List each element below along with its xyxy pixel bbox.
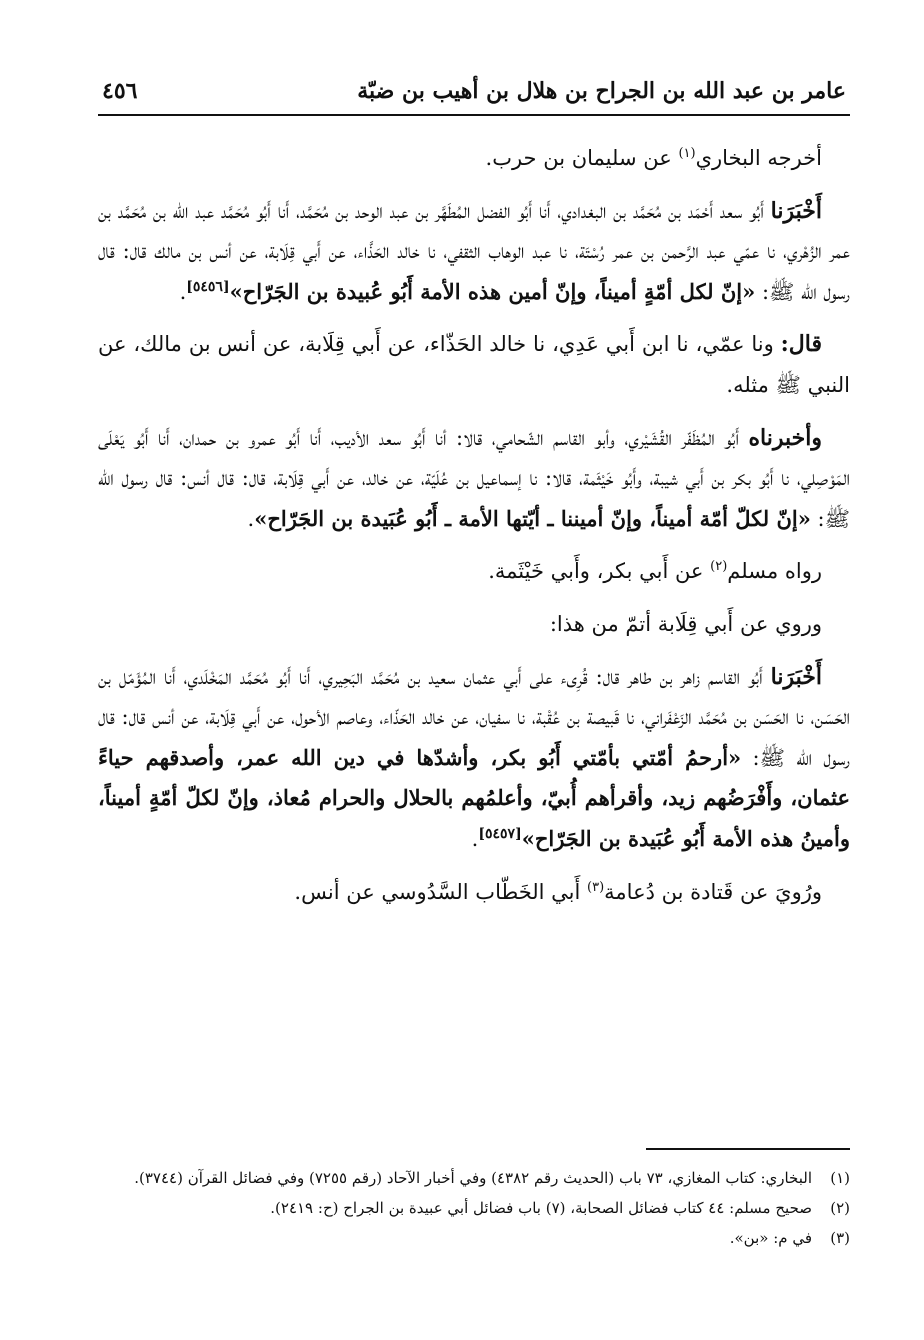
chain-lead-word: أَخْبَرَنا <box>770 663 822 690</box>
footnote-text: في م: «بن». <box>729 1229 812 1247</box>
footnote-number: (١) <box>830 1169 850 1187</box>
paragraph-8: ورُويَ عن قَتادة بن دُعامة$^{(٣)}$ أَبي الخَطّاب السَّدُوسي عن أنس. <box>294 879 822 904</box>
footnote-marker-2[interactable]: (٢) <box>710 559 728 575</box>
hadith-number: [٥٤٥٧] <box>478 825 522 842</box>
footnote-text: صحيح مسلم: ٤٤ كتاب فضائل الصحابة، (٧) باب فضائل أبي عبيدة بن الجراح (ح: ٢٤١٩). <box>270 1199 812 1217</box>
footnote-divider <box>646 1148 850 1150</box>
page-number: ٤٥٦ <box>102 78 138 104</box>
footnote-text: البخاري: كتاب المغازي، ٧٣ باب (الحديث رقم ٤٣٨٢) وفي أخبار الآحاد (رقم ٧٢٥٥) وفي فضائل القرآن (٣٧٤٤). <box>134 1169 812 1187</box>
hadith-text: «إنّ لكلّ أمّة أميناً، وإنّ أميننا ـ أيّتها الأمة ـ أَبُو عُبَيدة بن الجَرّاح» <box>254 505 811 531</box>
paragraph-7: أَخْبَرَنا أَبُو القاسم زاهر بن طاهر قال: قُرِىء على أَبي عثمان سعيد بن مُحَمَّد البَحِيري، أَنا أَبُو مُحَمَّد المَخْلَدي، أَنا المُؤَمّل بن الحَسَن، نا الحَسَن بن مُحَمَّد الزَعْفَراني، نا قَبيصة بن عُقْبة، نا سفيان، عن خالد الحَذّاء، وعاصم الأحول، عن أَبي قِلَابة، عن أنس قال: قال رسول الله ﷺ: «أرحمُ أمّتي بأمّتي أَبُو بكر، وأشدّها في دين الله عمر، وأصدقهم حياءً عثمان، وأَفْرَضُهم زيد، وأقرأهم أُبيّ، وأعلمُهم بالحلال والحرام مُعاذ، وإنّ لكلّ أمّةٍ أميناً، وأمينُ هذه الأمة أَبُو عُبَيدة بن الجَرّاح»[٥٤٥٧]. <box>98 663 850 851</box>
footnote-1 <box>98 1164 850 1192</box>
hadith-text: «إنّ لكل أمّةٍ أميناً، وإنّ أمين هذه الأمة أَبُو عُبيدة بن الجَرّاح» <box>229 278 756 304</box>
footnote-3 <box>98 1224 850 1252</box>
footnote-number: (٣) <box>830 1229 850 1247</box>
hadith-number: [٥٤٥٦] <box>186 278 230 295</box>
footnote-number: (٢) <box>830 1199 850 1217</box>
paragraph-5: رواه مسلم$^{(٢)}$ عن أَبي بكر، وأَبي خَيْثَمة. <box>488 559 822 584</box>
paragraph-4: وأخبرناه أَبُو المُظَفّر القُشَيْري، وأبو القاسم الشّحامي، قالا: أنا أَبُو سعد الأديب، أَنا أَبُو عمرو بن حمدان، أَنا أَبُو يَعْلَى المَوْصِلي، نا أَبُو بكر بن أَبي شيبة، وأَبُو خَيْثَمة، قالا: نا إسماعيل بن عُلَيّة، عن خالد، عن أَبي قِلَابة، قال: قال أنس: قال رسول الله ﷺ: «إنّ لكلّ أمّة أميناً، وإنّ أميننا ـ أيّتها الأمة ـ أَبُو عُبَيدة بن الجَرّاح». <box>98 424 850 531</box>
footnote-2 <box>98 1194 850 1222</box>
main-text <box>98 138 850 924</box>
paragraph-1: أخرجه البخاري$^{(١)}$ عن سليمان بن حرب. <box>485 146 822 170</box>
paragraph-6: وروي عن أَبي قِلَابة أتمّ من هذا: <box>549 611 822 636</box>
chain-lead-word: أَخْبَرَنا <box>770 197 822 224</box>
header-title: عامر بن عبد الله بن الجراح بن هلال بن أهيب بن ضبّة <box>357 78 846 104</box>
paragraph-3: قال: ونا عمّي، نا ابن أَبي عَدِي، نا خالد الحَذّاء، عن أَبي قِلَابة، عن أنس بن مالك، عن النبي ﷺ مثله. <box>98 331 850 397</box>
running-header <box>98 70 850 116</box>
chain-lead-word: وأخبرناه <box>748 424 822 451</box>
footnotes <box>98 1164 850 1254</box>
chain-lead-word: قال: <box>780 331 822 358</box>
footnote-marker-3[interactable]: (٣) <box>587 879 605 895</box>
hadith-text: «أرحمُ أمّتي بأمّتي أَبُو بكر، وأشدّها في دين الله عمر، وأصدقهم حياءً عثمان، وأَفْرَضُهم زيد، وأقرأهم أُبيّ، وأعلمُهم بالحلال والحرام مُعاذ، وإنّ لكلّ أمّةٍ أميناً، وأمينُ هذه الأمة أَبُو عُبَيدة بن الجَرّاح» <box>98 744 850 851</box>
footnote-marker-1[interactable]: (١) <box>678 146 696 161</box>
paragraph-2: أَخْبَرَنا أَبُو سعد أَحْمَد بن مُحَمَّد بن البغدادي، أَنا أَبُو الفضل المُطَهَّر بن عبد الوحد بن مُحَمَّد، أَنا أَبُو مُحَمَّد عبد الله بن مُحَمَّد بن عمر الزُهْري، نا عمّي عبد الرَّحمن بن عمر رُسْتَة، نا عبد الوهاب الثقفي، نا خالد الحَذَّاء، عن أَبي قِلَابة، عن أنس بن مالك قال: قال رسول الله ﷺ: «إنّ لكل أمّةٍ أميناً، وإنّ أمين هذه الأمة أَبُو عُبيدة بن الجَرّاح»[٥٤٥٦]. <box>98 197 850 304</box>
